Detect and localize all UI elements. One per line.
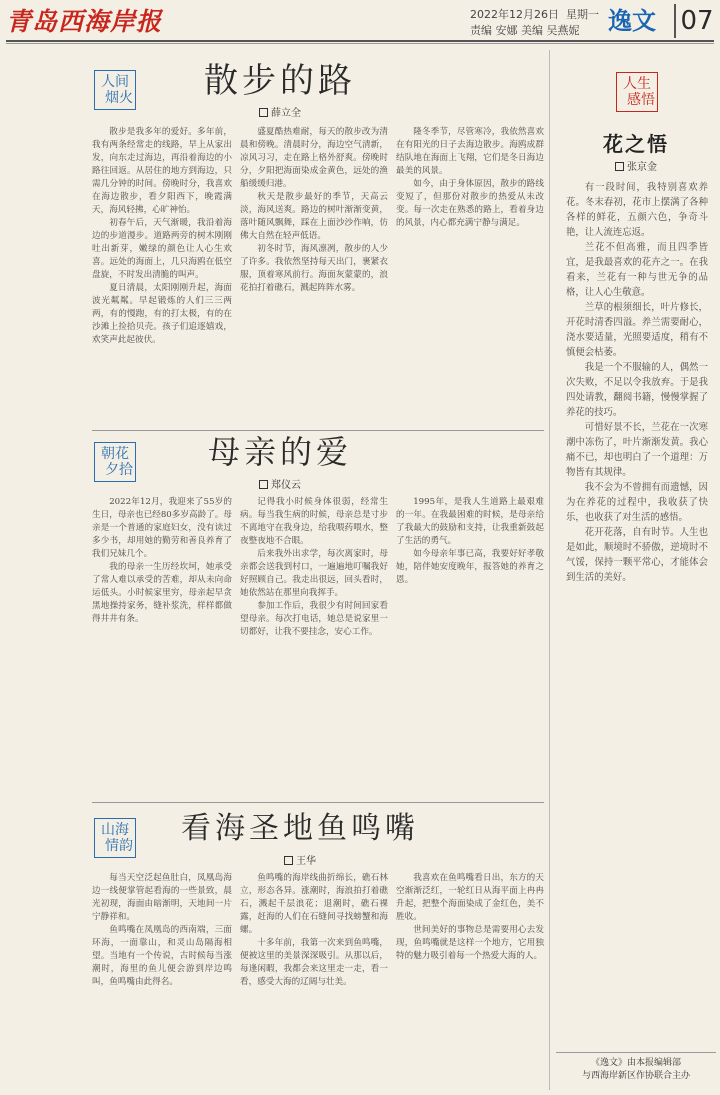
paragraph: 盛夏酷热难耐，每天的散步改为清晨和傍晚。清晨时分，海边空气清新，凉风习习，走在路上格外舒爽。傍晚时分，夕阳把海面染成金黄色，远处的渔船缓缓归港。 xyxy=(240,127,388,189)
paragraph: 可惜好景不长，兰花在一次寒潮中冻伤了，叶片渐渐发黄。我心痛不已，却也明白了一个道理：万物皆有其规律。 xyxy=(566,422,708,478)
tag-line: 情韵 xyxy=(105,838,133,854)
paragraph: 夏日清晨，太阳刚刚升起，海面波光粼粼。早起锻炼的人们三三两两，有的慢跑，有的打太极，有的在沙滩上捡拾贝壳。孩子们追逐嬉戏，欢笑声此起彼伏。 xyxy=(92,283,232,345)
article-title: 母亲的爱 xyxy=(207,433,352,471)
header-rule-thin xyxy=(6,43,714,44)
paragraph: 如今母亲年事已高，我要好好孝敬她，陪伴她安度晚年，报答她的养育之恩。 xyxy=(396,549,544,585)
author-name: 王华 xyxy=(296,856,316,867)
paragraph: 隆冬季节，尽管寒冷，我依然喜欢在有阳光的日子去海边散步。海鸥成群结队地在海面上飞翔，它们是冬日海边最美的风景。 xyxy=(396,127,544,176)
article-column xyxy=(240,496,388,796)
tag-line: 朝花 xyxy=(101,446,129,462)
paragraph: 初冬时节，海风凛冽，散步的人少了许多。我依然坚持每天出门，裹紧衣服，顶着寒风前行。海面灰蒙蒙的，浪花拍打着礁石，溅起阵阵水雾。 xyxy=(240,244,388,293)
column-divider xyxy=(549,50,550,1090)
dateline xyxy=(470,6,599,22)
article-column xyxy=(396,872,544,1086)
page-number: 07 xyxy=(674,4,718,38)
article-column xyxy=(396,126,544,426)
paragraph: 鱼鸣嘴在凤凰岛的西南端，三面环海，一面靠山，和灵山岛隔海相望。当地有一个传说，古时候每当涨潮时，海里的鱼儿便会游到岸边鸣叫，鱼鸣嘴由此得名。 xyxy=(92,925,232,987)
tag-line: 山海 xyxy=(101,822,129,838)
section-tag-rensheng xyxy=(616,72,658,112)
header-rule xyxy=(6,40,714,42)
author-name: 薛立全 xyxy=(271,108,301,119)
article-byline xyxy=(150,476,410,491)
paragraph: 我不会为不曾拥有而遗憾，因为在养花的过程中，我收获了快乐，也收获了对生活的感悟。 xyxy=(566,482,708,523)
article-column xyxy=(240,126,388,426)
section-tag-zhaohua xyxy=(94,442,136,482)
footer-line: 《逸文》由本报编辑部 xyxy=(590,1058,681,1068)
tag-line: 烟火 xyxy=(105,90,133,106)
paragraph: 如今，由于身体原因，散步的路线变短了，但那份对散步的热爱从未改变。每一次走在熟悉的路上，看着身边的风景，内心都充满宁静与满足。 xyxy=(396,179,544,228)
section-name: 逸文 xyxy=(608,7,656,35)
article-column xyxy=(92,872,232,1086)
article-byline xyxy=(150,852,450,867)
paragraph: 散步是我多年的爱好。多年前，我有两条经常走的线路，早上从家出发，向东走过海边，再沿着海边的小路往回返。从居住的地方到海边，只需几分钟的时间。傍晚时分，我喜欢在海边散步，看夕阳西下，晚霞满天，海风轻拂，心旷神怡。 xyxy=(92,127,232,215)
paragraph: 有一段时间，我特别喜欢养花。冬末春初，花市上摆满了各种各样的鲜花，五颜六色，争奇斗艳，让人流连忘返。 xyxy=(566,182,708,238)
article-column xyxy=(92,126,232,426)
paragraph: 兰花不但高雅，而且四季皆宜，是我最喜欢的花卉之一。在我看来，兰花有一种与世无争的品格，让人心生敬意。 xyxy=(566,242,708,298)
sidebar-column xyxy=(566,180,708,1042)
issue-date: 2022年12月26日 xyxy=(470,8,559,21)
tag-line: 人间 xyxy=(101,74,129,90)
paragraph: 每当天空泛起鱼肚白，凤凰岛海边一线便掌管起看海的一些景致，晨光初现，海面由暗渐明，天地间一片宁静祥和。 xyxy=(92,873,232,922)
section-tag-shanhai xyxy=(94,818,136,858)
paragraph: 我喜欢在鱼鸣嘴看日出，东方的天空渐渐泛红，一轮红日从海平面上冉冉升起，把整个海面染成了金红色，美不胜收。 xyxy=(396,873,544,922)
paragraph: 后来我外出求学，每次离家时，母亲都会送我到村口，一遍遍地叮嘱我好好照顾自己。我走出很远，回头看时，她依然站在那里向我挥手。 xyxy=(240,549,388,598)
footer-note xyxy=(556,1052,716,1083)
paragraph: 我是一个不服输的人，偶然一次失败，不足以令我放弃。于是我四处请教，翻阅书籍，慢慢掌握了养花的技巧。 xyxy=(566,362,708,418)
paragraph: 记得我小时候身体很弱，经常生病。每当我生病的时候，母亲总是寸步不离地守在我身边，给我喂药喂水，整夜整夜地不合眼。 xyxy=(240,497,388,546)
tag-line: 夕拾 xyxy=(105,462,133,478)
sidebar-byline xyxy=(556,158,716,173)
paragraph: 花开花落，自有时节。人生也是如此，顺境时不骄傲，逆境时不气馁，保持一颗平常心，才能体会到生活的美好。 xyxy=(566,527,708,583)
paragraph: 参加工作后，我很少有时间回家看望母亲。每次打电话，她总是说家里一切都好，让我不要挂念，安心工作。 xyxy=(240,601,388,637)
issue-weekday: 星期一 xyxy=(566,8,599,21)
paragraph: 兰草的根须细长，叶片修长，开花时清香四溢。养兰需要耐心，浇水要适量，光照要适度，稍有不慎便会枯萎。 xyxy=(566,302,708,358)
section-divider xyxy=(92,430,544,431)
paragraph: 鱼鸣嘴的海岸线曲折绵长，礁石林立，形态各异。涨潮时，海浪拍打着礁石，溅起千层浪花；退潮时，礁石裸露，赶海的人们在石缝间寻找螃蟹和海螺。 xyxy=(240,873,388,935)
sidebar-title: 花之悟 xyxy=(603,132,669,156)
footer-line: 与西海岸新区作协联合主办 xyxy=(581,1071,690,1081)
article-title: 散步的路 xyxy=(204,61,356,101)
author-name: 郑仪云 xyxy=(271,480,301,491)
author-name: 张京金 xyxy=(627,162,657,173)
editor-credits: 责编 安娜 美编 吴燕妮 xyxy=(470,24,580,37)
article-column xyxy=(92,496,232,796)
paragraph: 2022年12月，我迎来了55岁的生日，母亲也已经80多岁高龄了。母亲是一个普通的家庭妇女，没有读过多少书，却用她的勤劳和善良养育了我们兄妹几个。 xyxy=(92,497,232,559)
masthead-logo: 青岛西海岸报 xyxy=(6,7,163,36)
paragraph: 我的母亲一生历经坎坷，她承受了常人难以承受的苦难，却从未向命运低头。小时候家里穷，母亲起早贪黑地操持家务，缝补浆洗，样样都做得井井有条。 xyxy=(92,562,232,624)
section-tag-renjian xyxy=(94,70,136,110)
article-title: 看海圣地鱼鸣嘴 xyxy=(181,811,419,846)
paragraph: 世间美好的事物总是需要用心去发现，鱼鸣嘴就是这样一个地方，它用独特的魅力吸引着每一个热爱大海的人。 xyxy=(396,925,544,961)
paragraph: 十多年前，我第一次来到鱼鸣嘴，便被这里的美景深深吸引。从那以后，每逢闲暇，我都会来这里走一走，看一看，感受大海的辽阔与壮美。 xyxy=(240,938,388,987)
paragraph: 初春午后，天气渐暖，我沿着海边的步道漫步。道路两旁的树木刚刚吐出新芽，嫩绿的颜色让人心生欢喜。远处的海面上，几只海鸥在低空盘旋，不时发出清脆的叫声。 xyxy=(92,218,232,280)
paragraph: 1995年，是我人生道路上最艰难的一年。在我最困难的时候，是母亲给了我最大的鼓励和支持，让我重新鼓起了生活的勇气。 xyxy=(396,497,544,546)
article-column xyxy=(396,496,544,796)
article-column xyxy=(240,872,388,1086)
tag-line: 感悟 xyxy=(627,92,655,108)
section-divider xyxy=(92,802,544,803)
article-byline xyxy=(150,104,410,119)
tag-line: 人生 xyxy=(623,76,651,92)
paragraph: 秋天是散步最好的季节，天高云淡，海风送爽。路边的树叶渐渐变黄，落叶随风飘舞，踩在上面沙沙作响，仿佛大自然在轻声低语。 xyxy=(240,192,388,241)
